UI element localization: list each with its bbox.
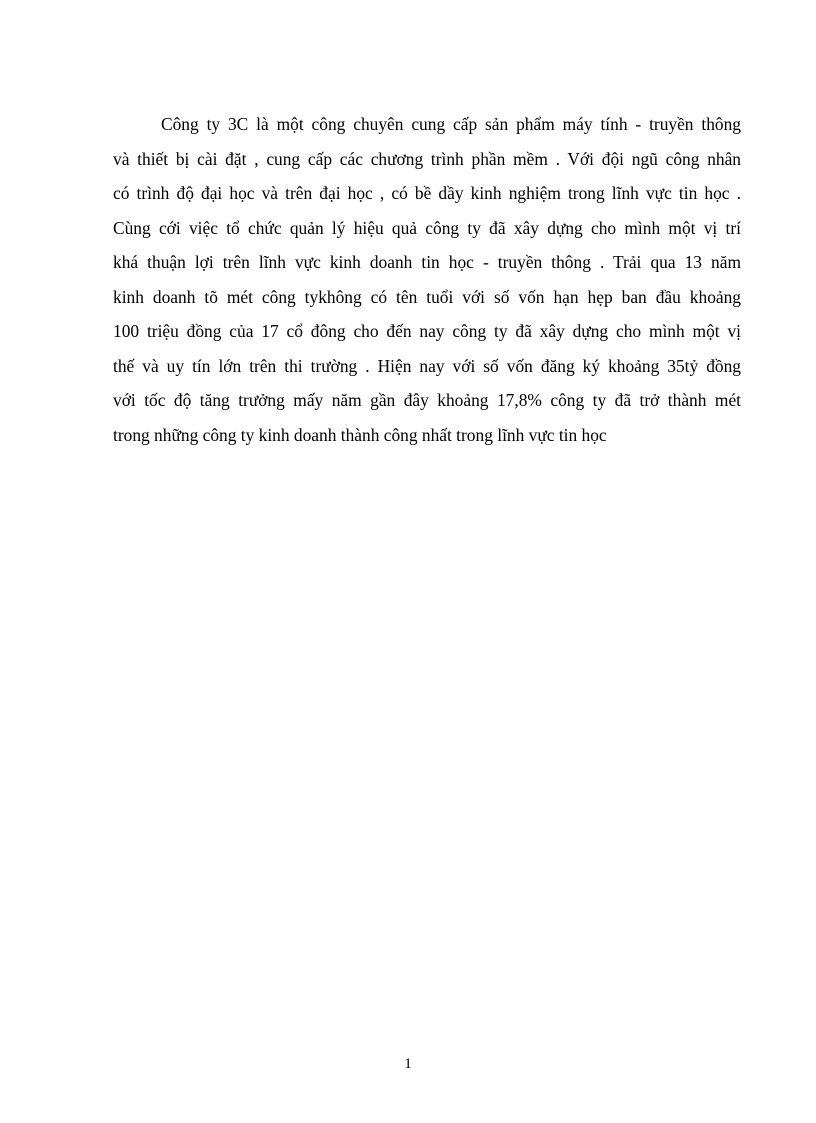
paragraph-line: với tốc độ tăng trưởng mấy năm gần đây khoảng 17,8% công ty đã trở thành mét: [113, 390, 741, 410]
page-number: 1: [404, 1056, 412, 1072]
paragraph-line: và thiết bị cài đặt , cung cấp các chương trình phần mềm . Với đội ngũ công nhân: [113, 148, 741, 169]
paragraph-line: kinh doanh tõ mét công tykhông có tên tuổi với số vốn hạn hẹp ban đầu khoảng: [113, 286, 741, 307]
paragraph-line: 100 triệu đồng của 17 cổ đông cho đến nay công ty đã xây dựng cho mình một vị: [113, 321, 741, 341]
paragraph-line: Cùng cới việc tổ chức quản lý hiệu quả công ty đã xây dựng cho mình một vị trí: [113, 217, 741, 238]
paragraph-line: trong những công ty kinh doanh thành công nhất trong lĩnh vực tin học: [113, 424, 607, 445]
paragraph-line: thế và uy tín lớn trên thi trường . Hiện nay với số vốn đăng ký khoảng 35tỷ đồng: [113, 355, 741, 376]
body-paragraph: [113, 107, 741, 452]
paragraph-line: Công ty 3C là một công chuyên cung cấp sản phẩm máy tính - truyền thông: [161, 114, 741, 134]
paragraph-line: có trình độ đại học và trên đại học , có bề dầy kinh nghiệm trong lĩnh vực tin học .: [113, 183, 741, 203]
paragraph-line: khá thuận lợi trên lĩnh vực kinh doanh tin học - truyền thông . Trải qua 13 năm: [113, 252, 741, 272]
